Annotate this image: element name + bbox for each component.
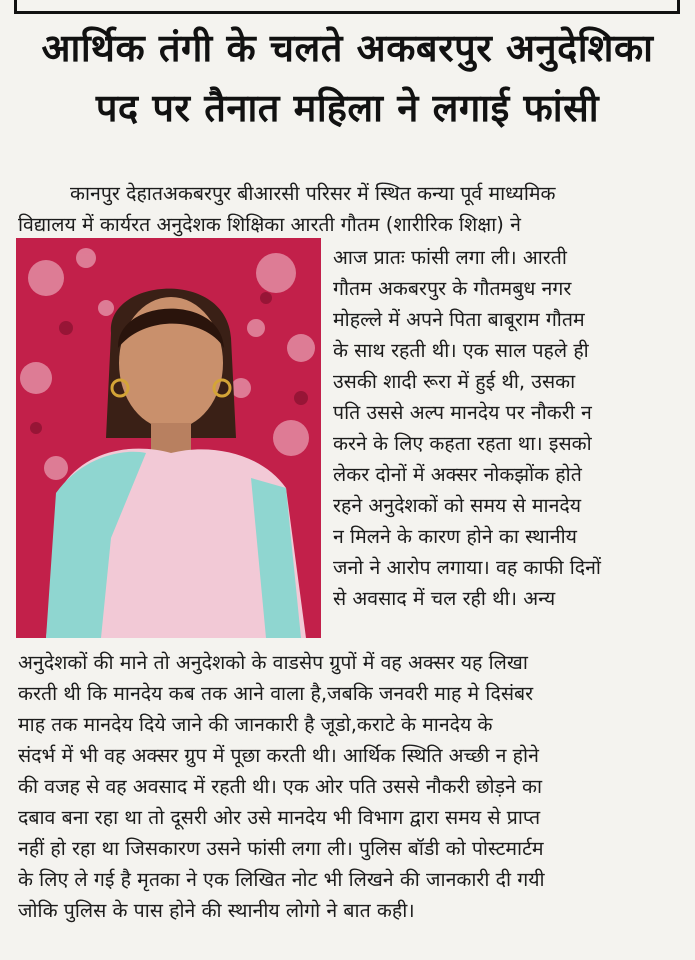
article-line: अनुदेशकों की माने तो अनुदेशको के वाडसेप ग्रुपों में वह अक्सर यह लिखा (18, 651, 528, 674)
woman-portrait-illustration (16, 238, 321, 638)
article-line: से अवसाद में चल रही थी। अन्य (333, 587, 556, 610)
article-line: संदर्भ में भी वह अक्सर ग्रुप में पूछा करती थी। आर्थिक स्थिति अच्छी न होने (18, 744, 539, 767)
article-line: नहीं हो रहा था जिसकारण उसने फांसी लगा ली। पुलिस बॉडी को पोस्टमार्टम (18, 837, 544, 860)
headline-line-1: आर्थिक तंगी के चलते अकबरपुर अनुदेशिका (41, 26, 654, 70)
article-line: न मिलने के कारण होने का स्थानीय (333, 525, 577, 548)
article-line: माह तक मानदेय दिये जाने की जानकारी है जूडो,कराटे के मानदेय के (18, 713, 493, 736)
article-bottom (18, 647, 682, 926)
article-line: के लिए ले गई है मृतका ने एक लिखित नोट भी लिखने की जानकारी दी गयी (18, 868, 545, 891)
article-photo (16, 238, 321, 638)
headline (0, 22, 695, 134)
article-line: के साथ रहती थी। एक साल पहले ही (333, 339, 589, 362)
article-line: आज प्रातः फांसी लगा ली। आरती (333, 246, 567, 269)
article-line: लेकर दोनों में अक्सर नोकझोंक होते (333, 463, 582, 486)
article-line: करने के लिए कहता रहता था। इसको (333, 432, 592, 455)
article-line: दबाव बना रहा था तो दूसरी ओर उसे मानदेय भी विभाग द्वारा समय से प्राप्त (18, 806, 541, 829)
article-line: की वजह से वह अवसाद में रहती थी। एक ओर पति उससे नौकरी छोड़ने का (18, 775, 543, 798)
article-line: रहने अनुदेशकों को समय से मानदेय (333, 494, 582, 517)
headline-line-2: पद पर तैनात महिला ने लगाई फांसी (95, 86, 600, 130)
article-line: पति उससे अल्प मानदेय पर नौकरी न (333, 401, 592, 424)
article-line: विद्यालय में कार्यरत अनुदेशक शिक्षिका आरती गौतम (शारीरिक शिक्षा) ने (18, 213, 521, 236)
article-line: गौतम अकबरपुर के गौतमबुध नगर (333, 277, 572, 300)
article-line: उसकी शादी रूरा में हुई थी, उसका (333, 370, 576, 393)
top-border-rule (14, 0, 680, 14)
article-line: कानपुर देहातअकबरपुर बीआरसी परिसर में स्थित कन्या पूर्व माध्यमिक (70, 182, 556, 205)
article-line: जोकि पुलिस के पास होने की स्थानीय लोगो ने बात कही। (18, 899, 415, 922)
article-side-column (333, 242, 683, 614)
article-line: मोहल्ले में अपने पिता बाबूराम गौतम (333, 308, 585, 331)
article-intro (18, 178, 682, 240)
article-line: करती थी कि मानदेय कब तक आने वाला है,जबकि जनवरी माह मे दिसंबर (18, 682, 534, 705)
article-line: जनो ने आरोप लगाया। वह काफी दिनों (333, 556, 601, 579)
